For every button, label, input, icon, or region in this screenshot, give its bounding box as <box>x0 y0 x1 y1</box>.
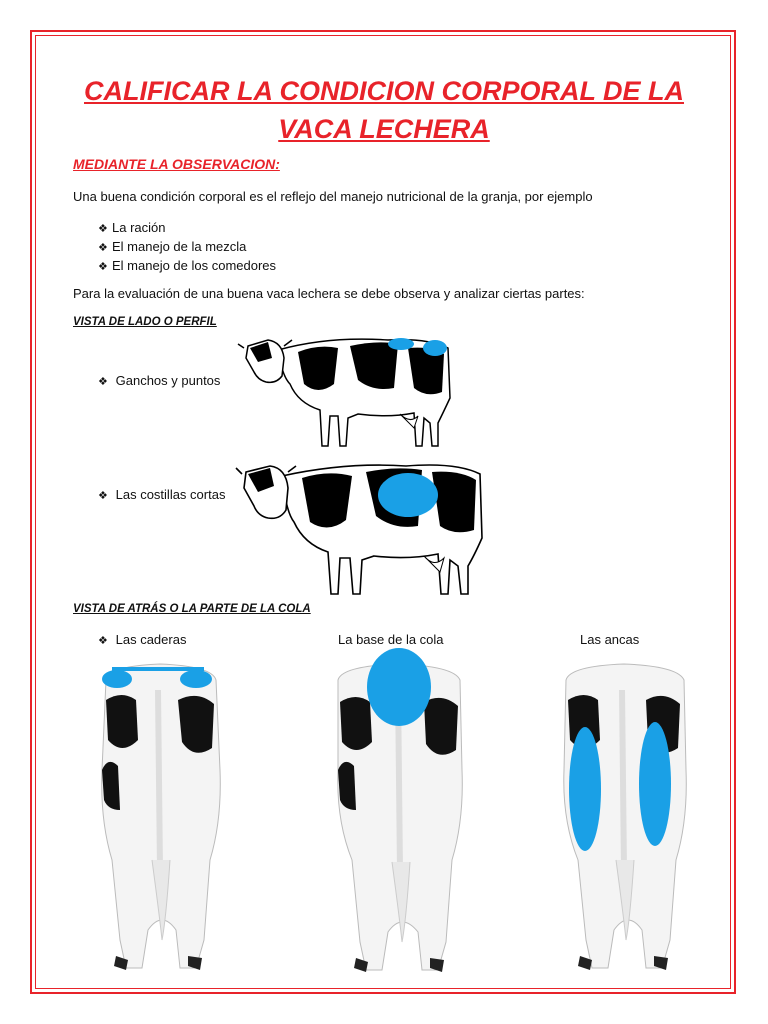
rear-view-cow-hips <box>92 660 228 978</box>
diamond-bullet-icon: ❖ <box>98 242 108 254</box>
rear-item-rump: Las ancas <box>580 632 640 647</box>
hips-line-highlight <box>112 667 204 671</box>
diamond-bullet-icon: ❖ <box>98 223 108 235</box>
diamond-bullet-icon: ❖ <box>98 376 108 388</box>
hip-left-highlight <box>102 670 132 688</box>
list-item: ❖ El manejo de los comedores <box>98 256 276 275</box>
pins-highlight <box>423 340 447 356</box>
section-subtitle: MEDIANTE LA OBSERVACION: <box>73 156 280 172</box>
side-view-cow-hooks <box>238 328 458 454</box>
side-view-heading: VISTA DE LADO O PERFIL <box>73 316 217 328</box>
tail-base-highlight <box>367 648 431 726</box>
rear-item-hips: ❖ Las caderas <box>98 632 187 647</box>
side-item-hooks-pins: ❖ Ganchos y puntos <box>98 373 221 388</box>
list-item: ❖ El manejo de la mezcla <box>98 237 276 256</box>
hooks-highlight <box>388 338 414 350</box>
rump-right-highlight <box>639 722 671 846</box>
ribs-highlight <box>378 473 438 517</box>
side-item-short-ribs: ❖ Las costillas cortas <box>98 487 226 502</box>
rear-item-tail-base: La base de la cola <box>338 632 444 647</box>
diamond-bullet-icon: ❖ <box>98 490 108 502</box>
rump-left-highlight <box>569 727 601 851</box>
examples-list <box>98 218 276 275</box>
rear-view-heading: VISTA DE ATRÁS O LA PARTE DE LA COLA <box>73 603 311 615</box>
evaluation-paragraph: Para la evaluación de una buena vaca lechera se debe observa y analizar ciertas partes: <box>73 286 585 301</box>
rear-view-cow-rump <box>556 660 692 978</box>
hip-right-highlight <box>180 670 212 688</box>
diamond-bullet-icon: ❖ <box>98 635 108 647</box>
diamond-bullet-icon: ❖ <box>98 261 108 273</box>
intro-paragraph: Una buena condición corporal es el reflejo del manejo nutricional de la granja, por ejemplo <box>73 189 593 204</box>
list-item: ❖ La ración <box>98 218 276 237</box>
rear-view-cow-tail-base <box>328 646 468 980</box>
page-title: CALIFICAR LA CONDICION CORPORAL DE LA VACA LECHERA <box>84 76 684 144</box>
side-view-cow-ribs <box>236 456 488 602</box>
